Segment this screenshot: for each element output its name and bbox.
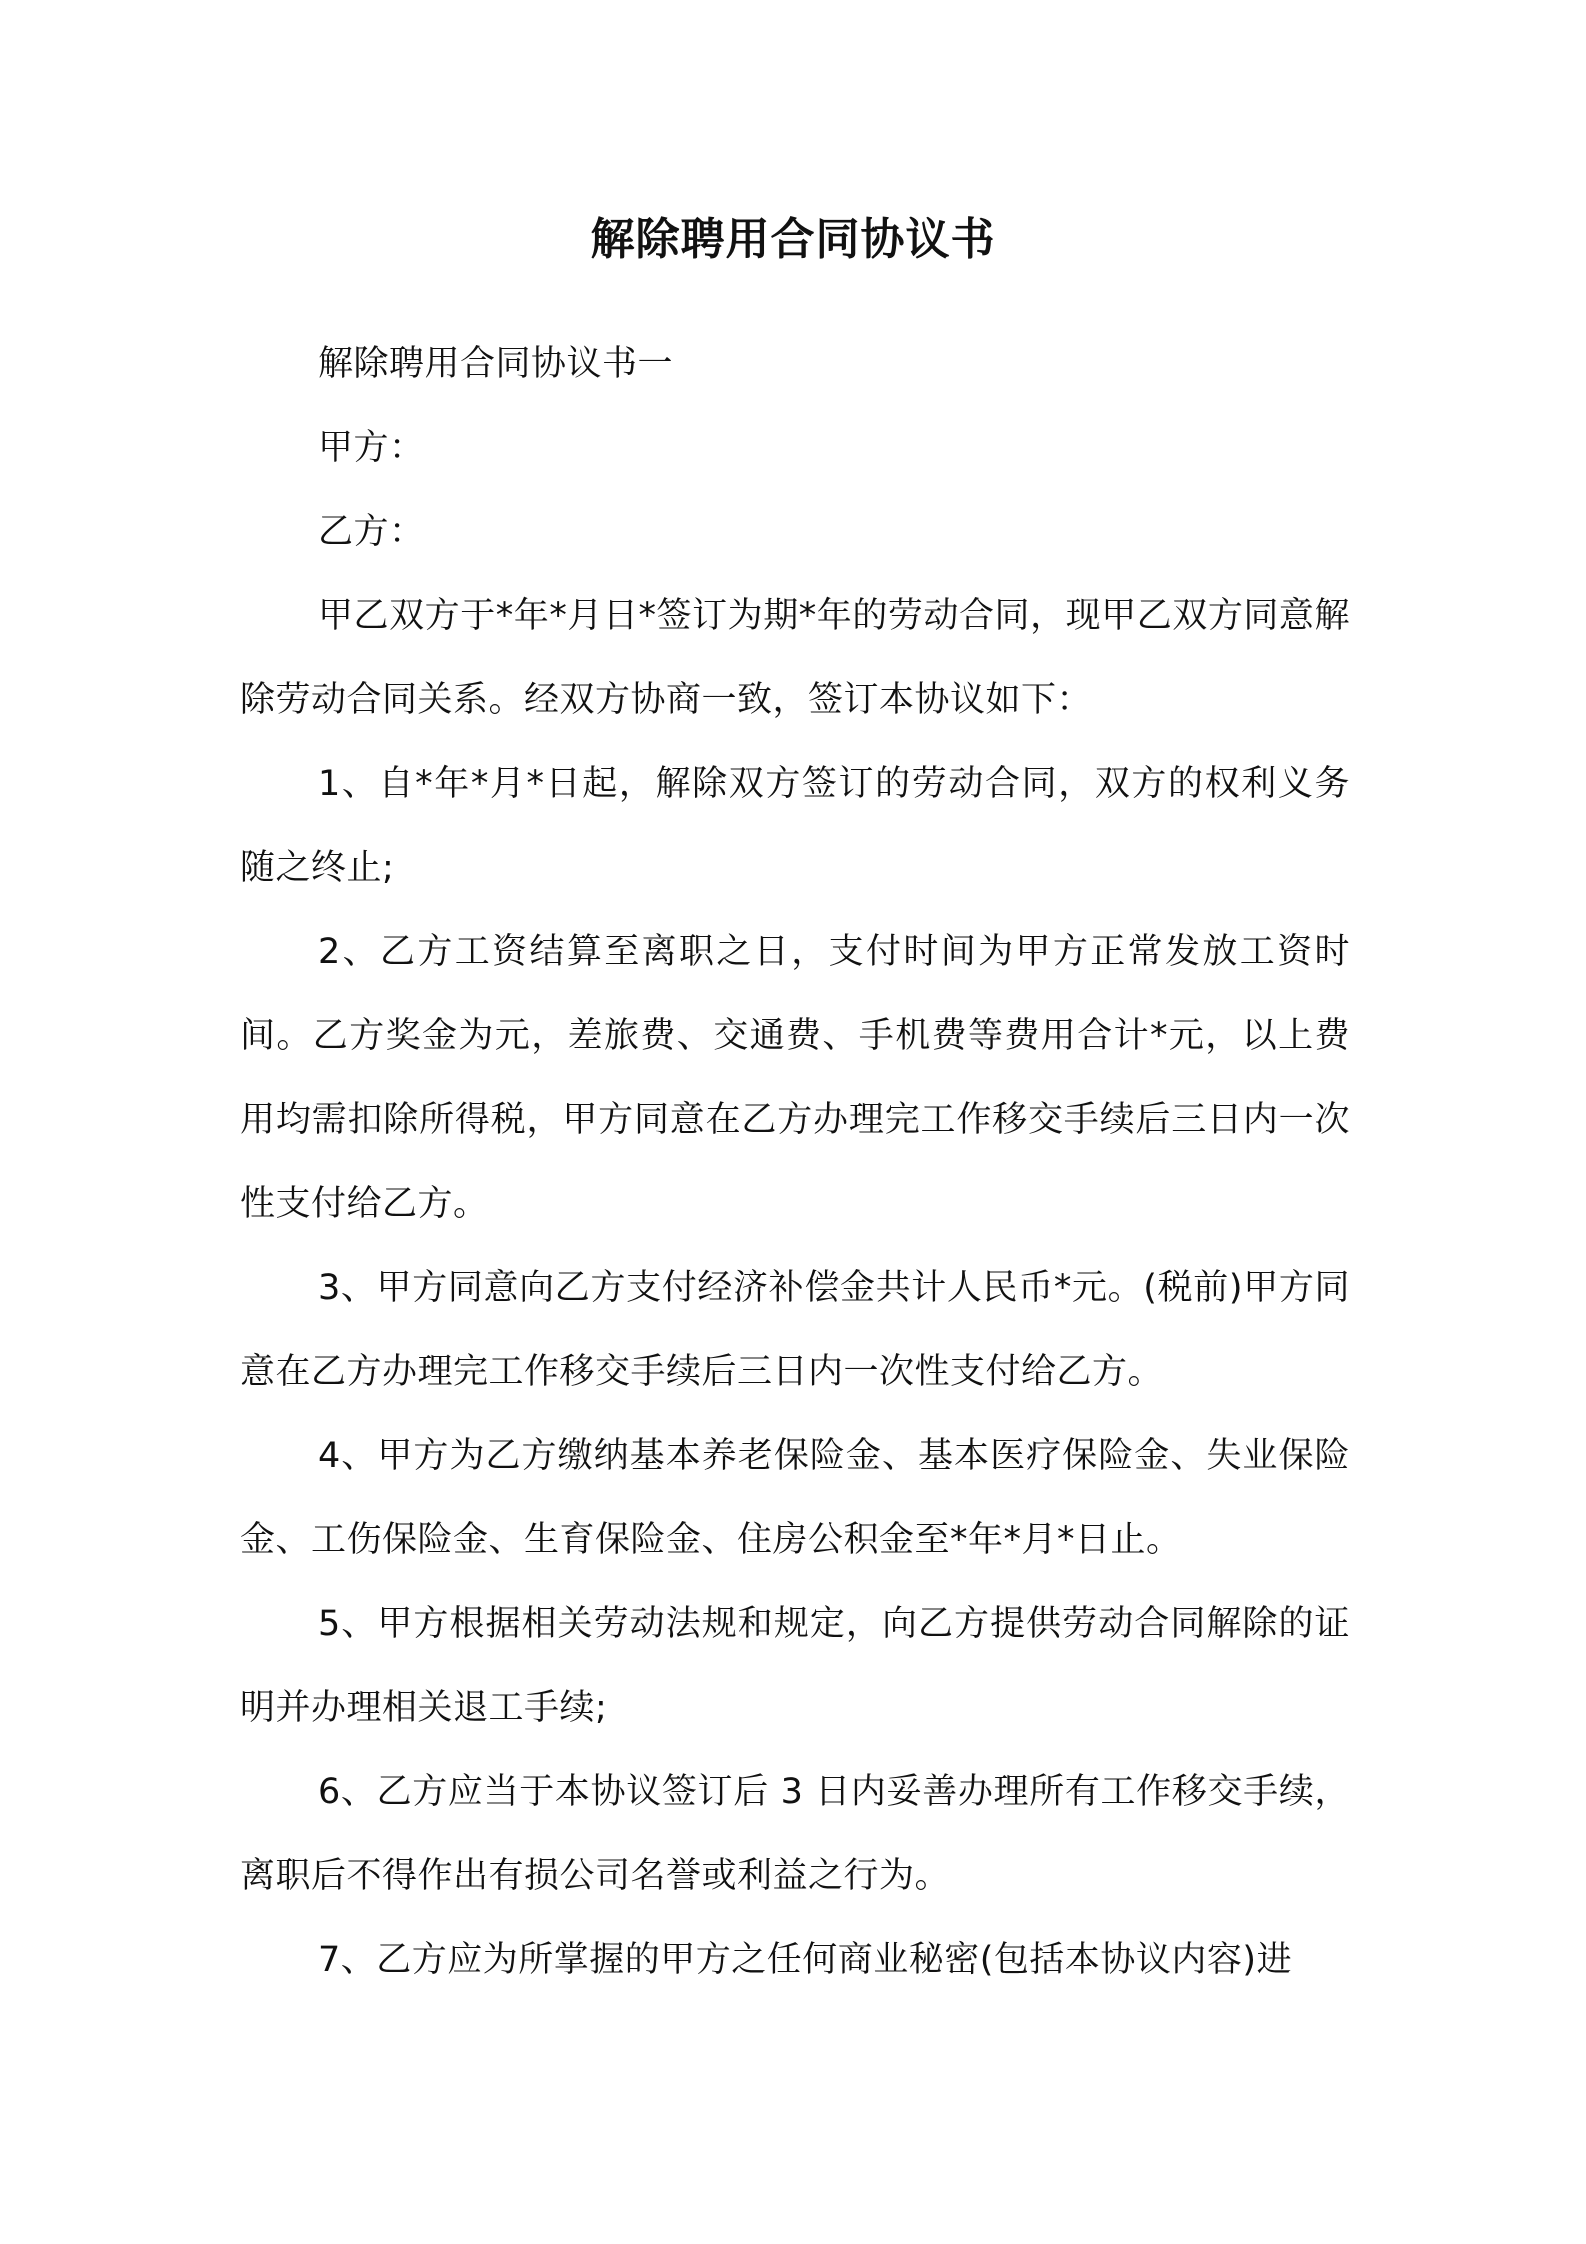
party-b-line: 乙方： [318,512,425,552]
clause-7: 7、乙方应为所掌握的甲方之任何商业秘密(包括本协议内容)进 [318,1940,1293,1980]
clause-4: 4、甲方为乙方缴纳基本养老保险金、基本医疗保险金、失业保险金、工伤保险金、生育保险金、住房公积金至*年*月*日止。 [240,1436,1350,1560]
clause-5: 5、甲方根据相关劳动法规和规定，向乙方提供劳动合同解除的证明并办理相关退工手续; [240,1604,1350,1728]
intro-paragraph: 甲乙双方于*年*月日*签订为期*年的劳动合同，现甲乙双方同意解除劳动合同关系。经双方协商一致，签订本协议如下： [240,596,1350,720]
party-a-line: 甲方： [318,428,425,468]
subtitle-paragraph: 解除聘用合同协议书一 [318,344,674,384]
document-body [240,322,1350,2002]
document-title: 解除聘用合同协议书 [590,214,996,265]
clause-6: 6、乙方应当于本协议签订后 3 日内妥善办理所有工作移交手续，离职后不得作出有损公司名誉或利益之行为。 [240,1772,1350,1896]
clause-1: 1、自*年*月*日起，解除双方签订的劳动合同，双方的权利义务随之终止; [240,764,1350,888]
clause-3: 3、甲方同意向乙方支付经济补偿金共计人民币*元。(税前)甲方同意在乙方办理完工作移交手续后三日内一次性支付给乙方。 [240,1268,1350,1392]
clause-2: 2、乙方工资结算至离职之日，支付时间为甲方正常发放工资时间。乙方奖金为元，差旅费、交通费、手机费等费用合计*元，以上费用均需扣除所得税，甲方同意在乙方办理完工作移交手续后三日内一次性支付给乙方。 [240,932,1350,1224]
